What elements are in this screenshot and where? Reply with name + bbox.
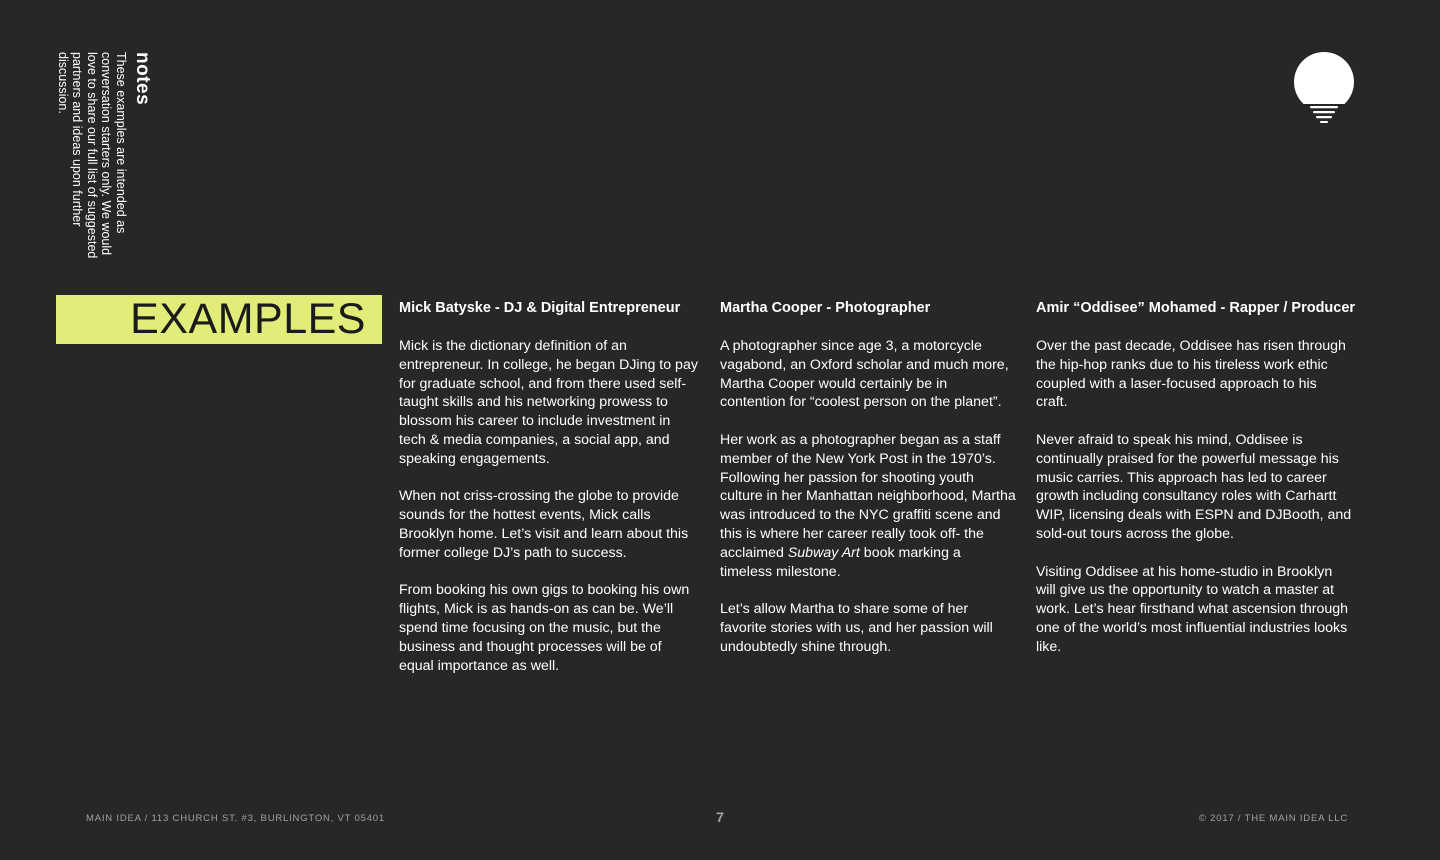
profile-column-mick [399, 300, 699, 694]
profile-paragraph: From booking his own gigs to booking his own flights, Mick is as hands-on as can be. We’ll spend time focusing on the music, but the business and thought processes will be of equal importance as well. [399, 582, 690, 674]
footer-address: MAIN IDEA / 113 CHURCH ST. #3, BURLINGTON, VT 05401 [86, 813, 385, 824]
notes-title: notes [132, 52, 153, 106]
book-title: Subway Art [787, 544, 860, 561]
footer-copyright: © 2017 / THE MAIN IDEA LLC [1198, 813, 1348, 824]
profile-paragraph: Let’s allow Martha to share some of her favorite stories with us, and her passion will undoubtedly shine through. [720, 601, 993, 655]
profile-paragraph: A photographer since age 3, a motorcycle vagabond, an Oxford scholar and much more, Martha Cooper would certainly be in contention for “coolest person on the planet”. [720, 338, 1009, 411]
profile-paragraph: Never afraid to speak his mind, Oddisee is continually praised for the powerful message his music carries. This approach has led to career growth including consultancy roles with Carhartt WIP, licensing deals with ESPN and DJBooth, and sold-out tours across the globe. [1036, 431, 1352, 542]
profile-name: Martha Cooper - Photographer [720, 300, 931, 316]
profile-paragraph: Over the past decade, Oddisee has risen through the hip-hop ranks due to his tireless work ethic coupled with a laser-focused approach to his craft. [1036, 338, 1346, 411]
notes-rotated [56, 52, 152, 262]
paragraph-text: Her work as a photographer began as a staff member of the New York Post in the 1970’s. Following her passion for shooting youth culture in her Manhattan neighborhood, Martha was introduced to the NYC graffiti scene and this is where her career really took off- the acclaimed [720, 431, 1016, 561]
profile-name: Mick Batyske - DJ & Digital Entrepreneur [399, 300, 681, 316]
profile-paragraph: Mick is the dictionary definition of an entrepreneur. In college, he began DJing to pay for graduate school, and from there used self-taught skills and his networking prowess to blossom his career to include investment in tech & media companies, a social app, and speaking engagements. [399, 338, 698, 467]
profile-paragraph-with-book [720, 431, 1016, 581]
profile-name: Amir “Oddisee” Mohamed - Rapper / Producer [1036, 300, 1356, 316]
examples-heading: EXAMPLES [56, 295, 382, 344]
profile-paragraph: When not criss-crossing the globe to provide sounds for the hottest events, Mick calls Brooklyn home. Let’s visit and learn about this former college DJ’s path to success. [399, 488, 689, 561]
profile-paragraph: Visiting Oddisee at his home-studio in Brooklyn will give us the opportunity to watch a master at work. Let’s hear firsthand what ascension through one of the world’s most influential industries looks like. [1036, 563, 1349, 655]
profile-column-oddisee [1036, 300, 1356, 675]
paragraph-text-tail: book marking a timeless milestone. [720, 544, 961, 580]
notes-body: These examples are intended as conversation starters only. We would love to share our full list of suggested partners and ideas upon further discussion. [56, 52, 128, 259]
profile-column-martha [720, 300, 1016, 675]
page-number: 7 [716, 809, 724, 825]
notes-sidebar [56, 52, 152, 262]
sun-over-water-logo-icon [1292, 52, 1356, 124]
